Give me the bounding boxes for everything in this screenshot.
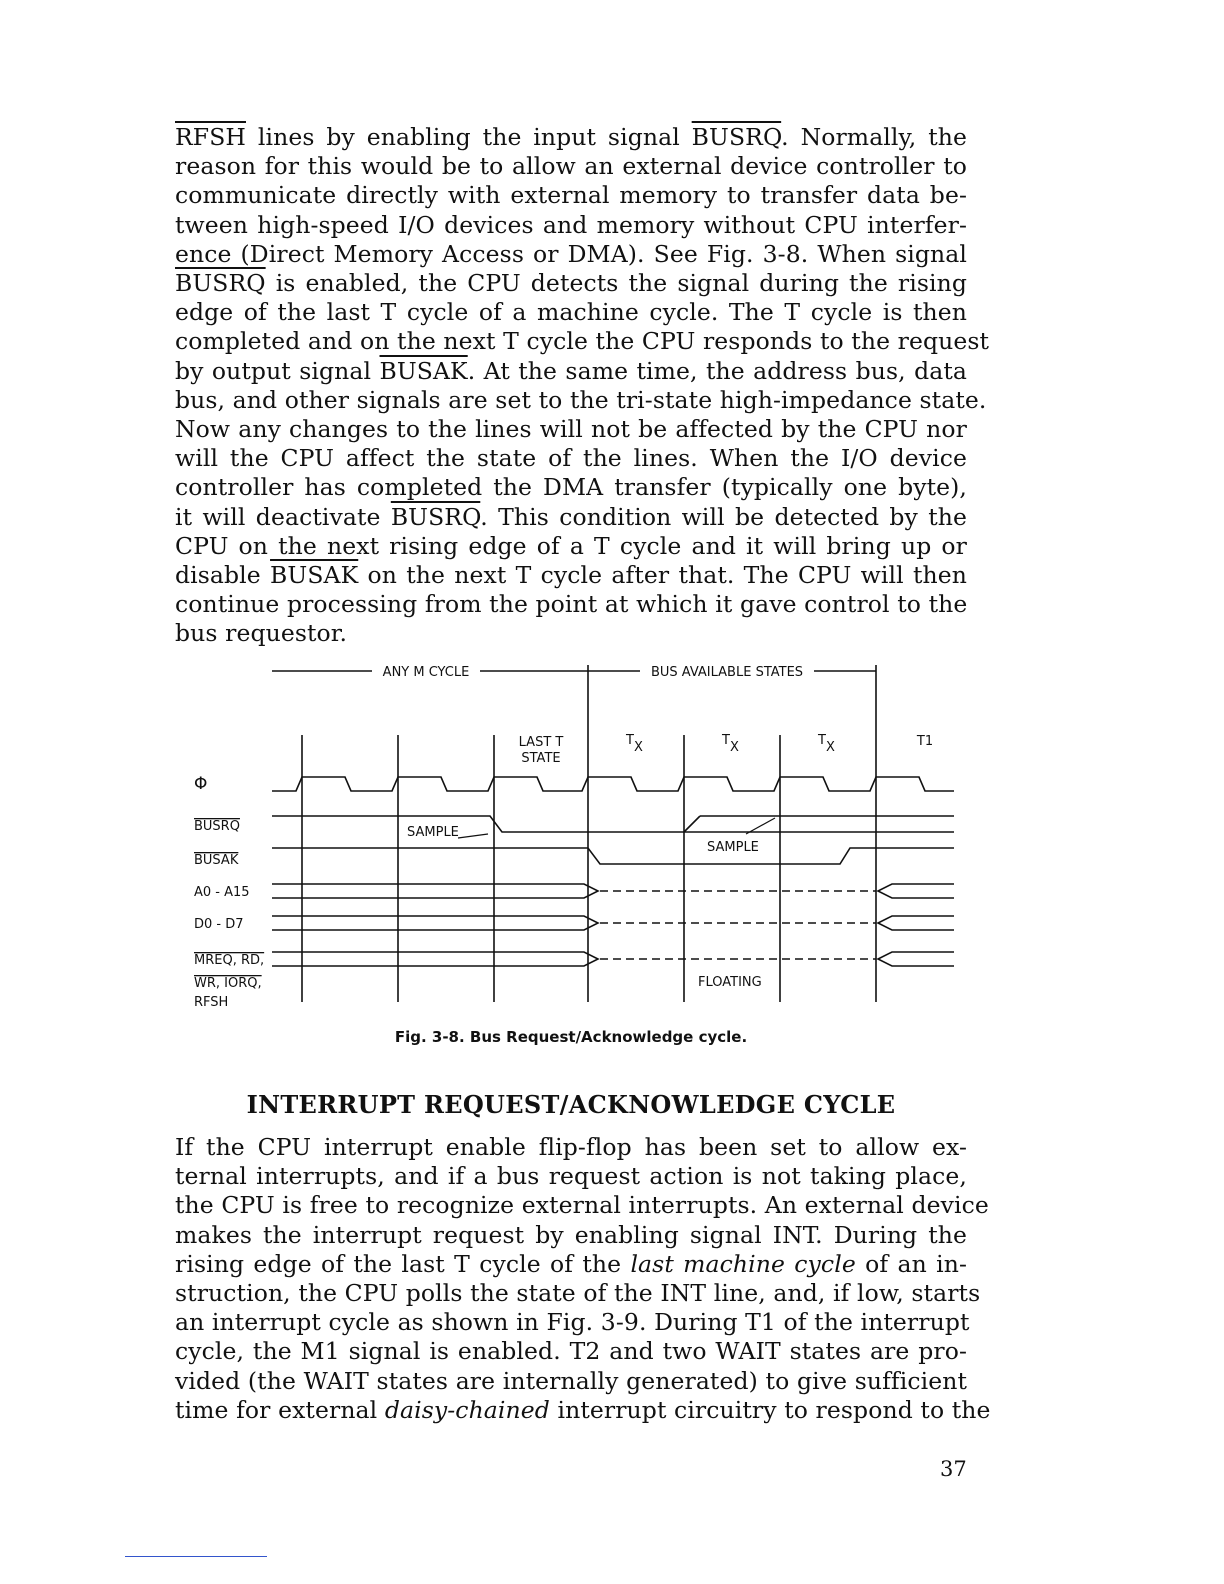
data-bus-resume (878, 916, 954, 930)
sample-annotation-1: SAMPLE (407, 825, 459, 840)
text-line: completed and on the next T cycle the CPU responds to the request (175, 327, 990, 356)
busrq-label: BUSRQ (194, 819, 240, 834)
sample-annotation-2: SAMPLE (707, 840, 759, 855)
text-line: disable BUSAK on the next T cycle after that. The CPU will then (175, 561, 967, 590)
text-line: vided (the WAIT states are internally generated) to give sufficient (175, 1366, 967, 1395)
text-line: tween high-speed I/O devices and memory without CPU interfer- (175, 210, 967, 239)
text-line: bus, and other signals are set to the tri-state high-impedance state. (175, 385, 987, 414)
text-line: controller has completed the DMA transfer (typically one byte), (175, 473, 967, 502)
text-line: continue processing from the point at which it gave control to the (175, 590, 968, 619)
t1-label: T1 (916, 734, 934, 749)
text-line: If the CPU interrupt enable flip-flop has been set to allow ex- (175, 1133, 967, 1161)
tx-label-1: TX (626, 733, 643, 755)
text-line: makes the interrupt request by enabling signal INT. During the (175, 1220, 967, 1249)
state-label: STATE (521, 751, 561, 766)
text-line: the CPU is free to recognize external interrupts. An external device (175, 1191, 989, 1220)
bus-available-label: BUS AVAILABLE STATES (650, 665, 804, 680)
text-line: an interrupt cycle as shown in Fig. 3-9. During T1 of the interrupt (175, 1308, 970, 1337)
text-line: edge of the last T cycle of a machine cycle. The T cycle is then (175, 298, 967, 327)
tx-label-3: TX (818, 733, 835, 755)
text-line: struction, the CPU polls the state of the INT line, and, if low, starts (175, 1279, 981, 1308)
busrq-rise (684, 816, 700, 832)
last-t-label: LAST T (518, 735, 564, 750)
text-line: rising edge of the last T cycle of the last machine cycle of an in- (175, 1249, 967, 1278)
text-line: ternal interrupts, and if a bus request action is not taking place, (175, 1162, 967, 1191)
control-bus-waveform (272, 952, 598, 966)
control-label-line2: WR, IORQ, (194, 976, 262, 991)
text-line: time for external daisy-chained interrupt circuitry to respond to the (175, 1395, 991, 1424)
text-line: BUSRQ is enabled, the CPU detects the signal during the rising (175, 269, 967, 298)
address-bus-label: A0 - A15 (194, 885, 250, 900)
text-line: by output signal BUSAK. At the same time, the address bus, data (175, 356, 967, 385)
busak-label: BUSAK (194, 853, 239, 868)
control-bus-resume (878, 952, 954, 966)
figure-caption: Fig. 3-8. Bus Request/Acknowledge cycle. (394, 1028, 748, 1046)
text-line: RFSH lines by enabling the input signal BUSRQ. Normally, the (175, 123, 967, 151)
text-line: reason for this would be to allow an external device controller to (175, 152, 967, 181)
address-bus-waveform (272, 884, 598, 898)
text-line: bus requestor. (175, 619, 348, 648)
control-label-line1: MREQ, RD, (194, 953, 265, 968)
address-bus-resume (878, 884, 954, 898)
control-label-line3: RFSH (194, 995, 229, 1010)
text-line: communicate directly with external memory to transfer data be- (175, 181, 967, 210)
text-line: cycle, the M1 signal is enabled. T2 and two WAIT states are pro- (175, 1337, 967, 1366)
floating-annotation: FLOATING (698, 975, 762, 990)
section-heading: INTERRUPT REQUEST/ACKNOWLEDGE CYCLE (246, 1090, 896, 1119)
busak-waveform (272, 848, 954, 864)
data-bus-waveform (272, 916, 598, 930)
page-number: 37 (940, 1457, 967, 1481)
text-line: ence (Direct Memory Access or DMA). See Fig. 3-8. When signal (175, 239, 967, 268)
sample-pointer-1 (458, 834, 488, 838)
text-line: Now any changes to the lines will not be affected by the CPU nor (175, 415, 967, 444)
any-m-cycle-label: ANY M CYCLE (382, 665, 470, 680)
tx-label-2: TX (722, 733, 739, 755)
body-paragraph-interrupt (175, 1133, 991, 1425)
clock-waveform (272, 777, 954, 791)
text-line: will the CPU affect the state of the lines. When the I/O device (175, 444, 967, 473)
footer-rule (125, 1556, 267, 1557)
phi-label: Φ (194, 774, 208, 794)
text-line: it will deactivate BUSRQ. This condition will be detected by the (175, 502, 967, 531)
data-bus-label: D0 - D7 (194, 917, 244, 932)
text-line: CPU on the next rising edge of a T cycle and it will bring up or (175, 531, 967, 560)
busrq-waveform-a (272, 816, 954, 832)
